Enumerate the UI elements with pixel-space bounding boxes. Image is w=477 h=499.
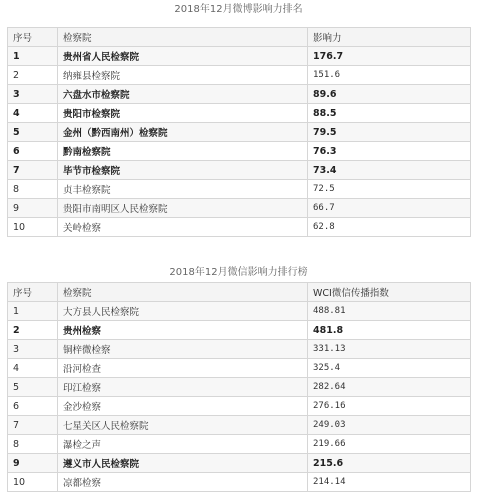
name-cell: 沿河检查 [58, 359, 308, 378]
score-cell: 276.16 [308, 397, 471, 416]
name-cell: 金沙检察 [58, 397, 308, 416]
name-cell: 遵义市人民检察院 [58, 454, 308, 473]
score-cell: 62.8 [308, 218, 471, 237]
rank-cell: 7 [8, 416, 58, 435]
name-cell: 贵州省人民检察院 [58, 47, 308, 66]
name-cell: 纳雍县检察院 [58, 66, 308, 85]
rank-cell: 1 [8, 302, 58, 321]
rank-cell: 7 [8, 161, 58, 180]
rank-cell: 2 [8, 66, 58, 85]
rank-cell: 2 [8, 321, 58, 340]
table-row [8, 85, 471, 104]
rank-cell: 8 [8, 435, 58, 454]
name-cell: 贵州检察 [58, 321, 308, 340]
rank-cell: 4 [8, 359, 58, 378]
name-cell: 贵阳市检察院 [58, 104, 308, 123]
score-cell: 66.7 [308, 199, 471, 218]
name-cell: 黔南检察院 [58, 142, 308, 161]
table-row [8, 161, 471, 180]
score-cell: 488.81 [308, 302, 471, 321]
table-row [8, 378, 471, 397]
table-row [8, 473, 471, 492]
name-cell: 关岭检察 [58, 218, 308, 237]
score-cell: 481.8 [308, 321, 471, 340]
rank-cell: 10 [8, 218, 58, 237]
score-cell: 214.14 [308, 473, 471, 492]
table-row [8, 218, 471, 237]
rank-cell: 6 [8, 397, 58, 416]
score-cell: 282.64 [308, 378, 471, 397]
table-row [8, 199, 471, 218]
name-cell: 印江检察 [58, 378, 308, 397]
name-cell: 贞丰检察院 [58, 180, 308, 199]
table-header-row [8, 28, 471, 47]
table-header-row [8, 283, 471, 302]
table-row [8, 302, 471, 321]
table-row [8, 397, 471, 416]
table-row [8, 454, 471, 473]
name-cell: 六盘水市检察院 [58, 85, 308, 104]
rank-cell: 6 [8, 142, 58, 161]
score-cell: 76.3 [308, 142, 471, 161]
score-cell: 331.13 [308, 340, 471, 359]
rank-cell: 3 [8, 85, 58, 104]
name-cell: 七星关区人民检察院 [58, 416, 308, 435]
score-cell: 72.5 [308, 180, 471, 199]
score-cell: 176.7 [308, 47, 471, 66]
table-row [8, 340, 471, 359]
rank-cell: 4 [8, 104, 58, 123]
table-row [8, 180, 471, 199]
rank-cell: 9 [8, 454, 58, 473]
score-cell: 249.03 [308, 416, 471, 435]
table-row [8, 104, 471, 123]
wechat-table-title: 2018年12月微信影响力排行榜 [169, 267, 308, 278]
rank-cell: 10 [8, 473, 58, 492]
name-cell: 毕节市检察院 [58, 161, 308, 180]
name-cell: 金州（黔西南州）检察院 [58, 123, 308, 142]
weibo-table-body [8, 28, 471, 237]
name-cell: 瀑检之声 [58, 435, 308, 454]
rank-cell: 3 [8, 340, 58, 359]
name-cell: 大方县人民检察院 [58, 302, 308, 321]
header-cell-rank: 序号 [8, 283, 58, 302]
score-cell: 325.4 [308, 359, 471, 378]
table-row [8, 321, 471, 340]
rank-cell: 8 [8, 180, 58, 199]
table-row [8, 142, 471, 161]
table-row [8, 66, 471, 85]
rank-cell: 9 [8, 199, 58, 218]
wechat-ranking-table [7, 282, 471, 492]
header-cell-score: WCI微信传播指数 [308, 283, 471, 302]
name-cell: 铜梓微检察 [58, 340, 308, 359]
header-cell-name: 检察院 [58, 28, 308, 47]
table-row [8, 416, 471, 435]
rank-cell: 5 [8, 378, 58, 397]
header-cell-name: 检察院 [58, 283, 308, 302]
score-cell: 215.6 [308, 454, 471, 473]
header-cell-score: 影响力 [308, 28, 471, 47]
score-cell: 88.5 [308, 104, 471, 123]
score-cell: 79.5 [308, 123, 471, 142]
table-row [8, 47, 471, 66]
score-cell: 89.6 [308, 85, 471, 104]
name-cell: 贵阳市南明区人民检察院 [58, 199, 308, 218]
weibo-ranking-table [7, 27, 471, 237]
table-row [8, 359, 471, 378]
wechat-table-body [8, 283, 471, 492]
name-cell: 凉都检察 [58, 473, 308, 492]
header-cell-rank: 序号 [8, 28, 58, 47]
table-row [8, 123, 471, 142]
weibo-table-title: 2018年12月微博影响力排名 [174, 4, 303, 15]
table-row [8, 435, 471, 454]
rank-cell: 5 [8, 123, 58, 142]
score-cell: 151.6 [308, 66, 471, 85]
rank-cell: 1 [8, 47, 58, 66]
score-cell: 219.66 [308, 435, 471, 454]
score-cell: 73.4 [308, 161, 471, 180]
